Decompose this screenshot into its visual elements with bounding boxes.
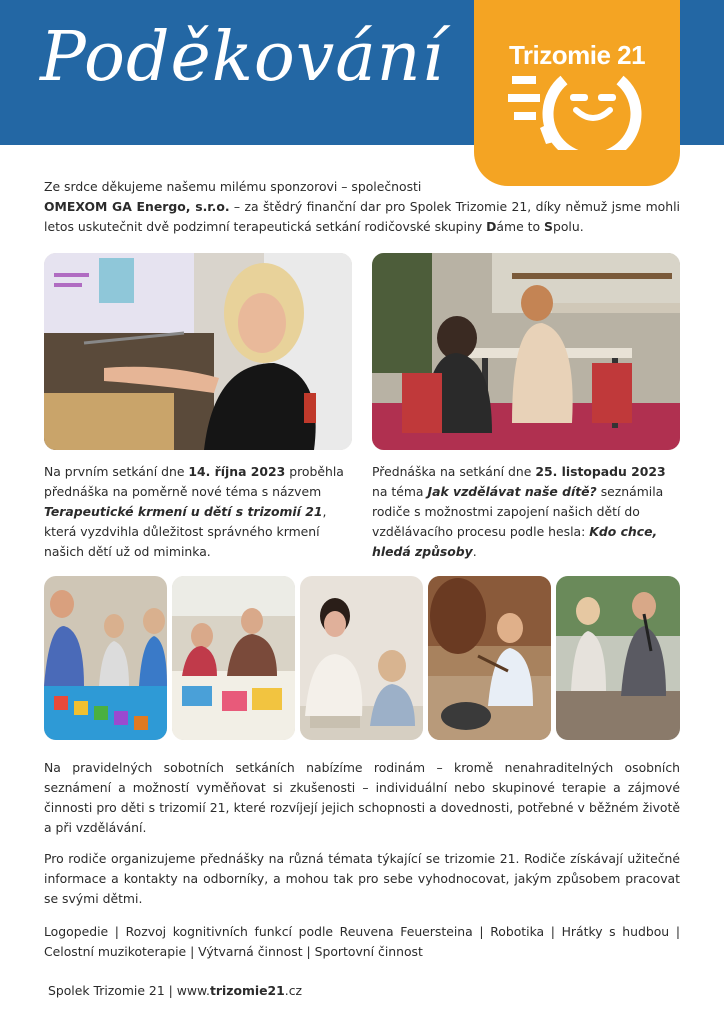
- page-title: Poděkování: [40, 18, 445, 97]
- caption-1-text-1: Na prvním setkání dne: [44, 464, 189, 479]
- caption-2-text-1: Přednáška na setkání dne: [372, 464, 536, 479]
- trizomie-logo: [474, 0, 680, 186]
- regular-meetings-paragraph: Na pravidelných sobotních setkáních nabízíme rodinám – kromě nenahraditelných osobních seznámení a možností vyměňovat si zkušenosti – individuální nebo skupinové terapie a zájmové činnosti pro děti s trizomií 21, které rozvíjejí jejich schopnosti a dovednosti, potřebné v běžném životě a při vzdělávání.: [44, 760, 680, 835]
- photo-flute-activity: [556, 576, 680, 740]
- smiling-sun-icon: [502, 70, 652, 150]
- photo-lecture-feeding: [44, 253, 352, 450]
- group-text-polu: polu.: [552, 219, 584, 234]
- photo-drum-activity: [428, 576, 551, 740]
- caption-second-meeting: [372, 462, 680, 562]
- footer: [48, 983, 302, 998]
- activities-list: Logopedie | Rozvoj kognitivních funkcí podle Reuvena Feuersteina | Robotika | Hrátky s hudbou | Celostní muzikoterapie | Výtvarná činnost | Sportovní činnost: [44, 924, 680, 959]
- caption-2-text-3: seznámila rodiče s možnostmi zapojení našich dětí do vzdělávacího procesu podle hesla:: [372, 484, 664, 539]
- caption-1-date: 14. října 2023: [188, 464, 286, 479]
- caption-1-text-2: proběhla přednáška na poměrně nové téma s názvem: [44, 464, 344, 499]
- caption-2-motto: Kdo chce, hledá způsoby: [372, 524, 658, 559]
- caption-1-text-3: , která vyzdvihla důležitost správného krmení našich dětí už od miminka.: [44, 504, 327, 559]
- parent-lectures-paragraph: Pro rodiče organizujeme přednášky na různá témata týkající se trizomie 21. Rodiče získávají užitečné informace a kontakty na odborníky, a mohou tak pro sebe vyhodnocovat, jakým způsobem pracovat se svými dětmi.: [44, 851, 680, 906]
- caption-2-date: 25. listopadu 2023: [535, 464, 666, 479]
- caption-2-topic: Jak vzdělávat naše dítě?: [427, 484, 597, 499]
- group-text-ame: áme to: [496, 219, 545, 234]
- caption-2-text-2: na téma: [372, 484, 428, 499]
- caption-first-meeting: [44, 462, 352, 562]
- sponsor-name: OMEXOM GA Energo, s.r.o.: [44, 199, 230, 214]
- intro-text-1: Ze srdce děkujeme našemu milému sponzorovi – společnosti: [44, 179, 422, 194]
- photo-education-meeting: [372, 253, 680, 450]
- caption-1-topic: Terapeutické krmení u dětí s trizomií 21: [44, 504, 323, 519]
- intro-text-2: – za štědrý finanční dar pro Spolek Trizomie 21, díky němuž jsme mohli letos uskutečnit dvě podzimní terapeutická setkání rodičovské skupiny: [44, 199, 680, 234]
- group-initial-s: S: [544, 219, 553, 234]
- footer-org: Spolek Trizomie 21 | www.: [48, 983, 210, 998]
- footer-domain[interactable]: trizomie21: [209, 983, 285, 998]
- intro-paragraph: [44, 177, 680, 237]
- logo-text: Trizomie 21: [508, 40, 646, 70]
- group-initial-d: D: [486, 219, 497, 234]
- footer-tld: .cz: [284, 983, 303, 998]
- photo-robotics: [44, 576, 167, 740]
- photo-music-activity: [300, 576, 423, 740]
- caption-2-text-4: .: [472, 544, 477, 559]
- photo-art-activity: [172, 576, 295, 740]
